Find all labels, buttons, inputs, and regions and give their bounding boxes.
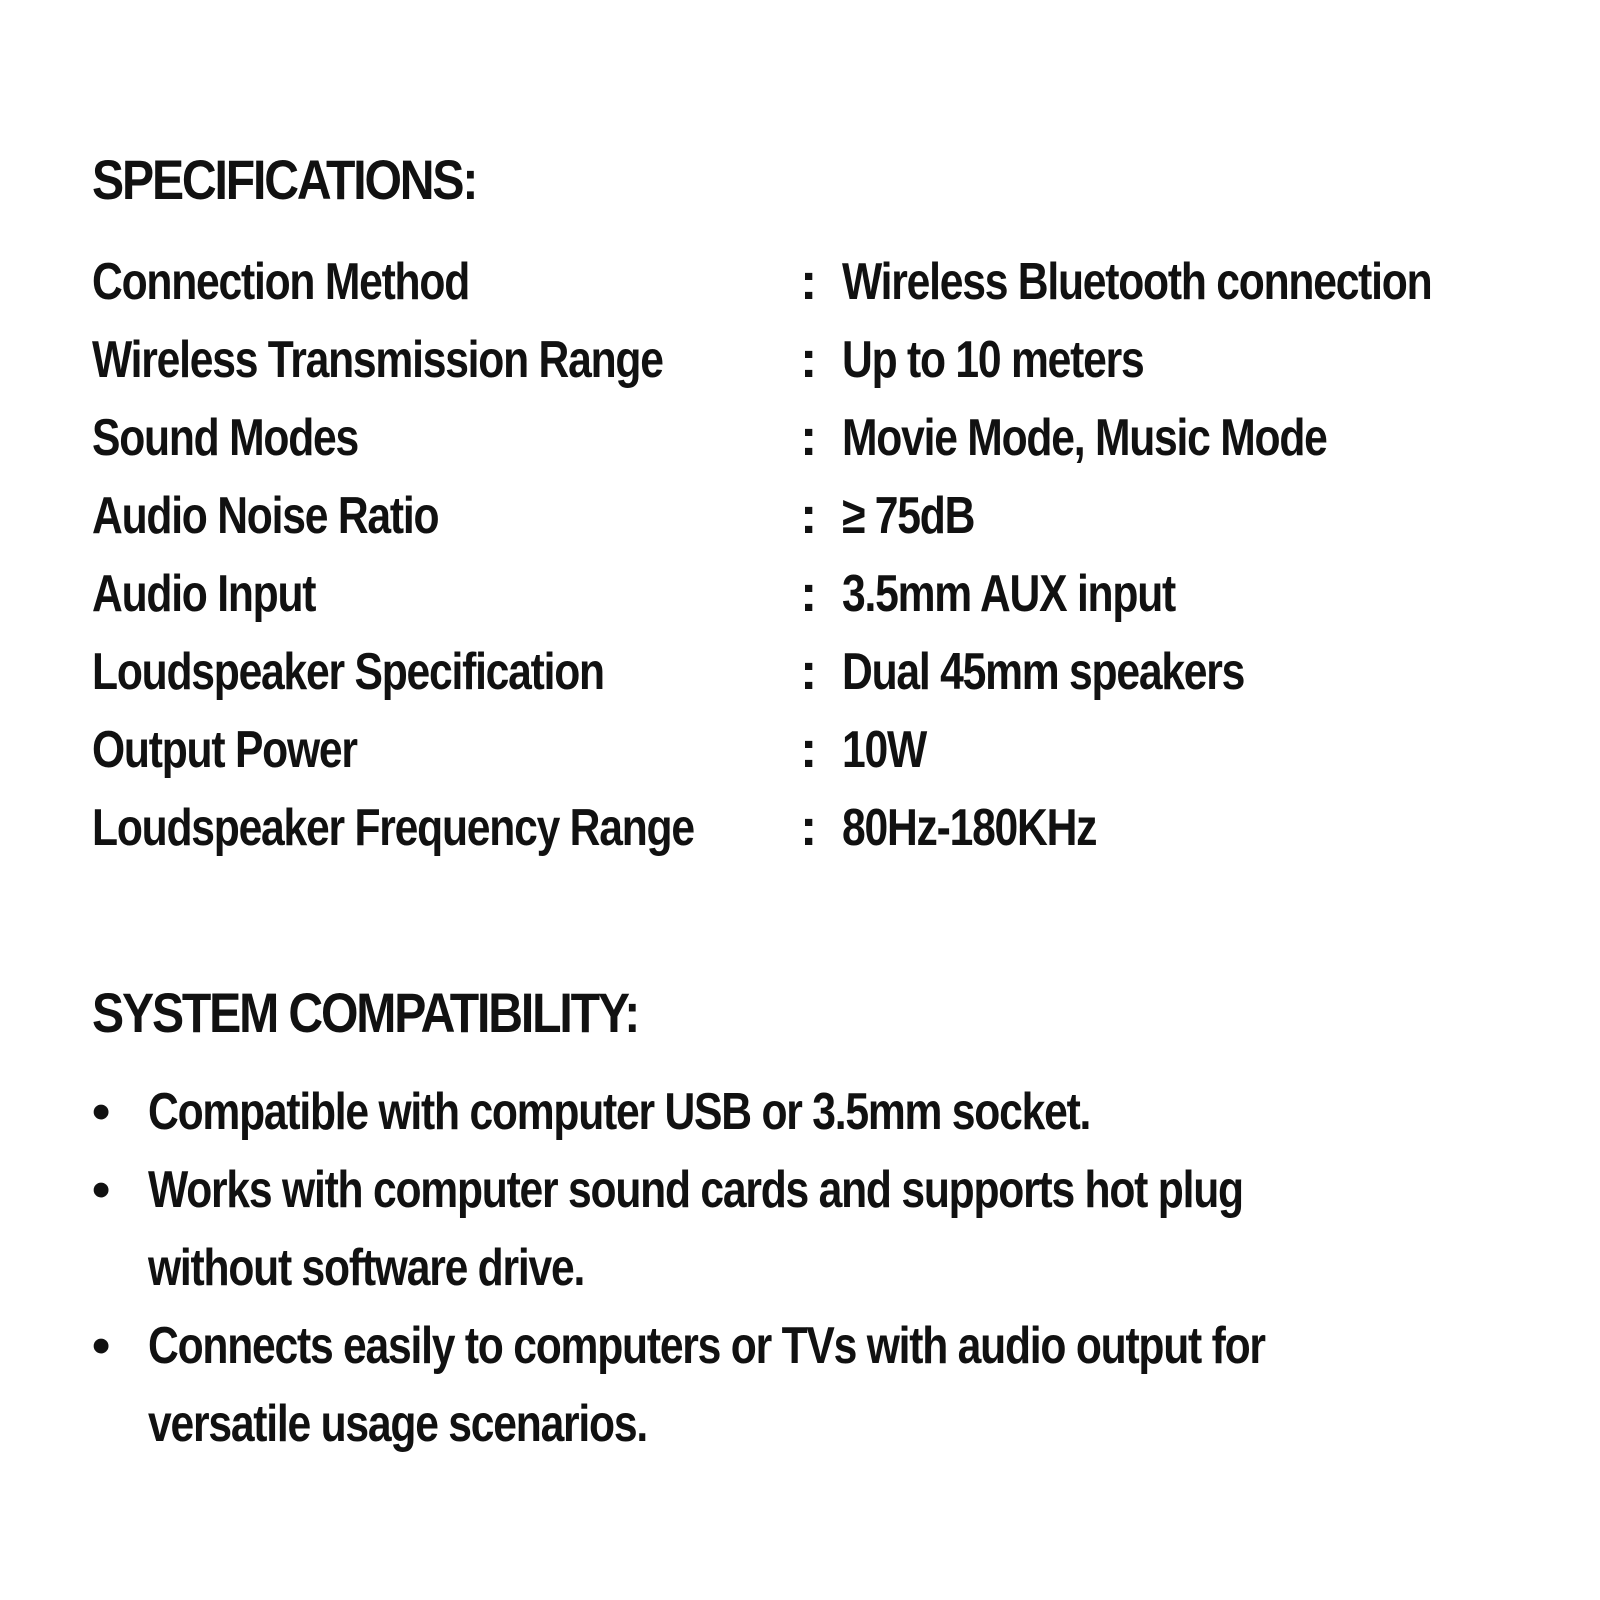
spec-value: Wireless Bluetooth connection (842, 253, 1432, 311)
spec-separator: : (800, 409, 818, 467)
spec-value: Movie Mode, Music Mode (842, 409, 1327, 467)
spec-label: Loudspeaker Frequency Range (92, 799, 694, 857)
spec-label: Wireless Transmission Range (92, 331, 663, 389)
spec-row-output-power (92, 715, 1572, 785)
spec-value: ≥ 75dB (842, 487, 975, 545)
specifications-heading: SPECIFICATIONS: (92, 148, 477, 211)
spec-row-sound-modes (92, 403, 1572, 473)
spec-label: Sound Modes (92, 409, 358, 467)
spec-separator: : (800, 643, 818, 701)
spec-label: Output Power (92, 721, 357, 779)
spec-separator: : (800, 799, 818, 857)
spec-separator: : (800, 565, 818, 623)
spec-value: Dual 45mm speakers (842, 643, 1245, 701)
bullet-icon: • (92, 1083, 111, 1141)
spec-value: 10W (842, 721, 926, 779)
spec-separator: : (800, 253, 818, 311)
spec-row-loudspeaker-specification (92, 637, 1572, 707)
spec-label: Audio Input (92, 565, 316, 623)
spec-row-connection-method (92, 247, 1572, 317)
spec-value: Up to 10 meters (842, 331, 1144, 389)
spec-separator: : (800, 721, 818, 779)
spec-label: Loudspeaker Specification (92, 643, 604, 701)
spec-row-frequency-range (92, 793, 1572, 863)
spec-separator: : (800, 331, 818, 389)
spec-row-audio-noise-ratio (92, 481, 1572, 551)
system-compatibility-heading: SYSTEM COMPATIBILITY: (92, 981, 639, 1044)
spec-row-audio-input (92, 559, 1572, 629)
spec-value: 80Hz-180KHz (842, 799, 1097, 857)
bullet-icon: • (92, 1317, 111, 1375)
spec-value: 3.5mm AUX input (842, 565, 1175, 623)
spec-row-wireless-range (92, 325, 1572, 395)
bullet-icon: • (92, 1161, 111, 1219)
list-item-text: Compatible with computer USB or 3.5mm socket. (148, 1083, 1091, 1141)
list-item-text: Works with computer sound cards and supports hot plug without software drive. (148, 1161, 1243, 1297)
list-item-text: Connects easily to computers or TVs with audio output for versatile usage scenarios. (148, 1317, 1265, 1453)
spec-label: Audio Noise Ratio (92, 487, 439, 545)
spec-label: Connection Method (92, 253, 470, 311)
spec-separator: : (800, 487, 818, 545)
